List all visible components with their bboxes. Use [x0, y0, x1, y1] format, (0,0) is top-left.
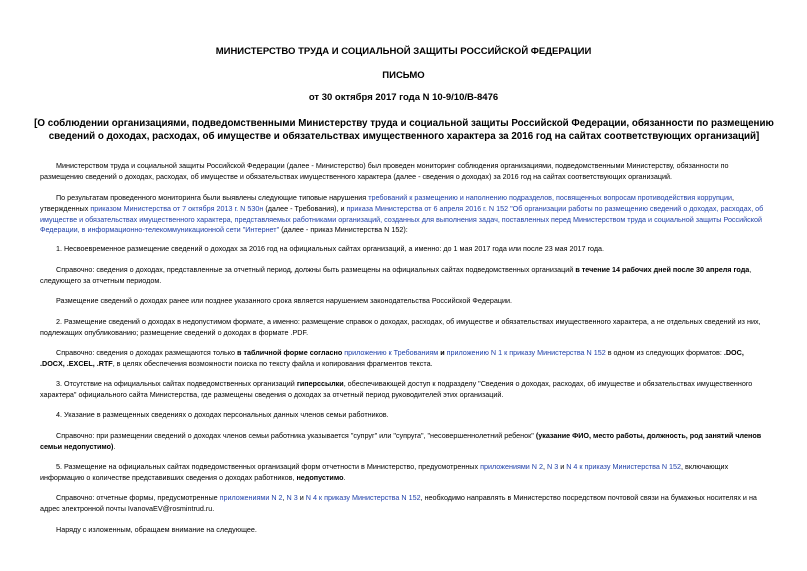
text: , следующего за отчетным периодом. — [40, 265, 752, 285]
text: и — [299, 493, 304, 502]
document-date-number: от 30 октября 2017 года N 10-9/10/В-8476 — [308, 92, 499, 103]
document-subject: [О соблюдении организациями, подведомственными Министерству труда и социальной защиты Российской Федерации, обязанности по размещению сведений о доходах, расходах, об имуществе и обязательствах имущественного характера за 2016 год на сайтах соответствующих организаций] — [34, 118, 774, 142]
paragraph-item-2: 2. Размещение сведений о доходах в недопустимом формате, а именно: размещение справок о доходах, расходах, об имуществе и обязательствах имущественного характера, а не отдельных сведений из них, подлежащих опубликованию; размещение сведений о доходах в формате .PDF. — [40, 317, 761, 337]
bold-text: в табличной форме согласно — [237, 348, 343, 357]
paragraph-item-1: 1. Несвоевременное размещение сведений о доходах за 2016 год на официальных сайтах организаций, а именно: до 1 мая 2017 года или после 23 мая 2017 года. — [56, 244, 605, 253]
link-appendix-2[interactable]: приложениями N 2 — [219, 493, 283, 502]
bold-text: недопустимо — [296, 472, 344, 482]
link-appendix-4[interactable]: N 4 к приказу Министерства N 152 — [566, 462, 682, 471]
text: (далее - приказ Министерства N 152): — [281, 225, 408, 235]
link-requirements[interactable]: требований к размещению и наполнению подразделов, посвященных вопросам противодействия коррупции — [368, 193, 732, 202]
document-type: ПИСЬМО — [382, 70, 425, 81]
text: , в целях обеспечения возможности поиска по тексту файла и копирования фрагментов текста. — [112, 358, 433, 368]
text: , утвержденных — [40, 193, 734, 213]
link-order-152[interactable]: приказа Министерства от 6 апреля 2016 г. N 152 "Об организации работы по размещению сведений о доходах, расходах, об имуществе и обязательствах имущественного характера, представляемых работниками организаций, созданных для выполнения задач, поставленных перед Министерством труда и социальной защиты Российской Федерации, в информационно-телекоммуникационной сети "Интернет" — [40, 203, 764, 235]
text: Справочно: отчетные формы, предусмотренные — [56, 493, 218, 502]
text: , обеспечивающей доступ к подразделу "Сведения о доходах, расходах, об имуществе и обязательствах имущественного характера" официального сайта Министерства, где размещены сведения о доходах за отчетный период руководителей этих организаций. — [40, 379, 753, 399]
bold-text: гиперссылки — [296, 379, 344, 388]
paragraph-deadline-violation: Размещение сведений о доходах ранее или позднее указанного срока является нарушением законодательства Российской Федерации. — [56, 296, 513, 305]
paragraph-reference-family — [40, 431, 770, 453]
text: Справочно: при размещении сведений о доходах членов семьи работника указывается "супруг" или "супруга", "несовершеннолетний ребенок" — [56, 431, 534, 440]
link-appendix-3[interactable]: N 3 — [286, 493, 298, 502]
text: , — [282, 493, 285, 502]
link-appendix-4[interactable]: N 4 к приказу Министерства N 152 — [305, 493, 421, 502]
text: в одном из следующих форматов: — [607, 348, 722, 357]
text: Справочно: сведения о доходах размещаются только — [56, 348, 236, 357]
paragraph-item-4: 4. Указание в размещенных сведениях о доходах персональных данных членов семьи работников. — [56, 410, 389, 419]
link-appendix-3[interactable]: N 3 — [547, 462, 559, 471]
text: и — [560, 462, 565, 471]
text: (далее - Требования), и — [265, 203, 345, 213]
link-appendix-1-order-152[interactable]: приложению N 1 к приказу Министерства N 152 — [446, 348, 606, 357]
paragraph-violations-found — [40, 193, 770, 236]
text: По результатам проведенного мониторинга были выявлены следующие типовые нарушения — [56, 193, 367, 202]
text: Справочно: сведения о доходах, представленные за отчетный период, должны быть размещены на официальных сайтах подведомственных организаций — [56, 265, 574, 274]
text: 5. Размещение на официальных сайтах подведомственных организаций форм отчетности в Министерство, предусмотренных — [56, 462, 479, 471]
paragraph-reference-deadline — [40, 265, 770, 287]
text: 3. Отсутствие на официальных сайтах подведомственных организаций — [56, 379, 295, 388]
text: , включающих информацию о количестве представивших сведения о доходах работников, — [40, 462, 729, 482]
paragraph-monitoring-intro: Министерством труда и социальной защиты Российской Федерации (далее - Министерство) был проведен мониторинг соблюдения организациями, подведомственными Министерству, обязанности по размещению сведений о доходах, расходах, об имуществе и обязательствах имущественного характера (далее - сведения о доходах) за 2016 год на сайтах соответствующих организаций. — [40, 161, 729, 181]
text: . — [343, 472, 346, 482]
bold-text: .DOC, .DOCX, .EXCEL, .RTF — [40, 348, 744, 368]
text: , — [543, 462, 545, 471]
bold-text: (указание ФИО, место работы, должность, род занятий членов семьи недопустимо) — [40, 431, 762, 451]
paragraph-reference-forms — [40, 493, 770, 515]
link-appendix-requirements[interactable]: приложению к Требованиям — [344, 348, 439, 357]
text: . — [113, 441, 116, 451]
text: , необходимо направлять в Министерство посредством почтовой связи на бумажных носителях и на адрес электронной почты IvanovaEV@rosmintrud.ru. — [40, 493, 757, 513]
paragraph-closing: Наряду с изложенным, обращаем внимание на следующее. — [56, 525, 257, 534]
bold-text: в течение 14 рабочих дней после 30 апреля года — [575, 265, 750, 274]
link-order-530n[interactable]: приказом Министерства от 7 октября 2013 г. N 530н — [90, 203, 264, 213]
ministry-title: МИНИСТЕРСТВО ТРУДА И СОЦИАЛЬНОЙ ЗАЩИТЫ РОССИЙСКОЙ ФЕДЕРАЦИИ — [215, 46, 592, 57]
link-appendix-2[interactable]: приложениями N 2 — [480, 462, 543, 471]
bold-text: и — [440, 348, 445, 357]
paragraph-reference-format — [40, 348, 770, 370]
paragraph-item-3 — [40, 379, 770, 401]
paragraph-item-5 — [40, 462, 770, 484]
